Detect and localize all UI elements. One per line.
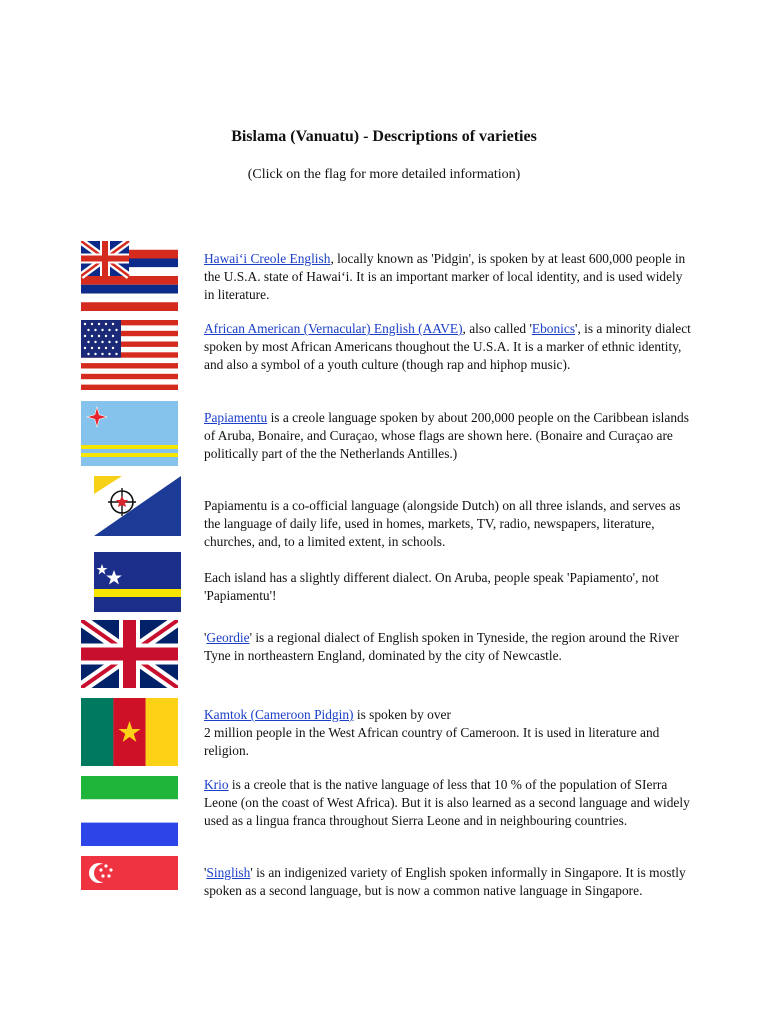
singapore-flag[interactable] bbox=[81, 856, 178, 924]
entry-papiamentu bbox=[204, 409, 694, 463]
entry-aave bbox=[204, 320, 694, 374]
entry-text: Each island has a slightly different dialect. On Aruba, people speak 'Papiamento', not 'Papiamentu'! bbox=[204, 570, 659, 603]
entry-geordie bbox=[204, 629, 694, 665]
entry-text: Papiamentu is a co-official language (alongside Dutch) on all three islands, and serves as the language of daily life, used in homes, markets, TV, radio, newspapers, literature, churches, and, to a limited extent, in schools. bbox=[204, 498, 681, 549]
entry-krio bbox=[204, 776, 694, 830]
kamtok-link[interactable]: Kamtok (Cameroon Pidgin) bbox=[204, 707, 354, 722]
entry-kamtok bbox=[204, 706, 694, 760]
hawaii-flag[interactable] bbox=[81, 241, 178, 311]
uk-flag[interactable] bbox=[81, 620, 178, 688]
aruba-flag[interactable] bbox=[81, 401, 178, 466]
aave-link[interactable]: African American (Vernacular) English (AAVE) bbox=[204, 321, 463, 336]
entry-dialects bbox=[204, 569, 694, 605]
entry-text: is a creole that is the native language of less that 10 % of the population of SIerra Leone (on the coast of West Africa). But it is also learned as a second language and widely used as a lingua franca throughout Sierra Leone and in neighbouring countries. bbox=[204, 777, 690, 828]
entry-text: ' bbox=[204, 865, 207, 880]
ebonics-link[interactable]: Ebonics bbox=[531, 321, 576, 336]
curacao-flag[interactable] bbox=[94, 552, 181, 612]
entry-text: ' is an indigenized variety of English spoken informally in Singapore. It is mostly spoken as a second language, but is now a common native language in Singapore. bbox=[204, 865, 686, 898]
entry-hawaii bbox=[204, 250, 694, 304]
singlish-link[interactable]: Singlish bbox=[206, 865, 251, 880]
krio-link[interactable]: Krio bbox=[204, 777, 229, 792]
cameroon-flag[interactable] bbox=[81, 698, 178, 766]
geordie-link[interactable]: Geordie bbox=[206, 630, 250, 645]
entry-text: ' bbox=[204, 630, 207, 645]
entry-text: ' is a regional dialect of English spoken in Tyneside, the region around the River Tyne in northeastern England, dominated by the city of Newcastle. bbox=[204, 630, 679, 663]
usa-flag[interactable] bbox=[81, 320, 178, 390]
entry-text: is a creole language spoken by about 200,000 people on the Caribbean islands of Aruba, Bonaire, and Curaçao, whose flags are shown here. (Bonaire and Curaçao are politically part of the the Netherlands Antilles.) bbox=[204, 410, 689, 461]
entry-text: , also called ' bbox=[462, 321, 532, 336]
entry-text: , locally known as 'Pidgin', is spoken by at least 600,000 people in the U.S.A. state of Hawai‘i. It is an important marker of local identity, and is used widely in literature. bbox=[204, 251, 686, 302]
page-subtitle: (Click on the flag for more detailed information) bbox=[247, 167, 521, 182]
sierra-leone-flag[interactable] bbox=[81, 776, 178, 846]
entry-singlish bbox=[204, 864, 694, 900]
papiamentu-link[interactable]: Papiamentu bbox=[204, 410, 268, 425]
entry-papiamentu-official bbox=[204, 497, 694, 551]
entry-text: is spoken by over bbox=[353, 707, 451, 722]
entry-text: 2 million people in the West African country of Cameroon. It is used in literature and religion. bbox=[204, 725, 660, 758]
entry-text: ', is a minority dialect spoken by most African Americans thoughout the U.S.A. It is a marker of ethnic identity, and also a symbol of a youth culture (though rap and hiphop music). bbox=[204, 321, 691, 372]
hawaii-creole-link[interactable]: Hawai‘i Creole English bbox=[204, 251, 331, 266]
page-title: Bislama (Vanuatu) - Descriptions of varieties bbox=[231, 128, 537, 145]
bonaire-flag[interactable] bbox=[94, 476, 181, 536]
